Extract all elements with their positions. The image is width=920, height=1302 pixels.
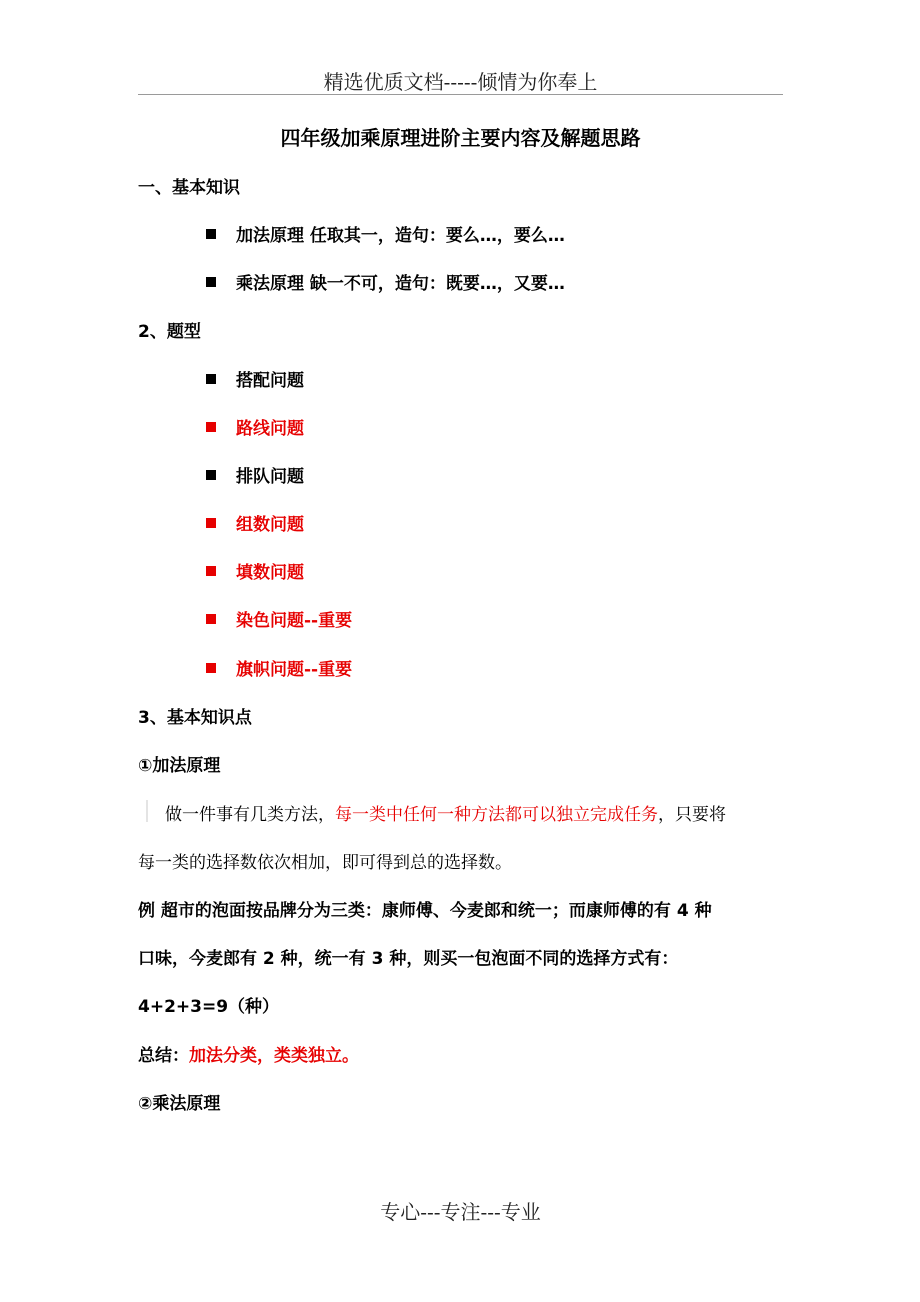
bullet-square-icon bbox=[206, 229, 216, 239]
bullet-coloring-problem: 染色问题--重要 bbox=[206, 606, 352, 631]
page-header: 精选优质文档-----倾情为你奉上 bbox=[323, 70, 598, 94]
addition-definition-highlight: 每一类中任何一种方法都可以独立完成任务 bbox=[335, 805, 658, 825]
page-footer: 专心---专注---专业 bbox=[380, 1200, 541, 1224]
paragraph-marker bbox=[146, 800, 148, 822]
bullet-addition-principle: 加法原理 任取其一，造句：要么…，要么… bbox=[206, 221, 565, 246]
addition-definition-line1: 做一件事有几类方法，每一类中任何一种方法都可以独立完成任务，只要将 bbox=[165, 805, 726, 825]
example-line2: 口味，今麦郎有 2 种，统一有 3 种，则买一包泡面不同的选择方式有： bbox=[138, 949, 679, 969]
bullet-number-filling-problem: 填数问题 bbox=[206, 558, 304, 583]
bullet-flag-problem: 旗帜问题--重要 bbox=[206, 655, 352, 680]
header-divider bbox=[138, 94, 783, 95]
example-formula: 4+2+3=9（种） bbox=[138, 997, 280, 1017]
bullet-square-icon bbox=[206, 566, 216, 576]
bullet-square-icon bbox=[206, 277, 216, 287]
bullet-multiplication-principle: 乘法原理 缺一不可，造句：既要…，又要… bbox=[206, 269, 565, 294]
bullet-square-icon bbox=[206, 518, 216, 528]
bullet-route-problem: 路线问题 bbox=[206, 414, 304, 439]
summary: 总结：加法分类，类类独立。 bbox=[138, 1046, 359, 1066]
bullet-square-icon bbox=[206, 422, 216, 432]
bullet-square-icon bbox=[206, 374, 216, 384]
bullet-queue-problem: 排队问题 bbox=[206, 462, 304, 487]
bullet-matching-problem: 搭配问题 bbox=[206, 366, 304, 391]
example-line1: 例 超市的泡面按品牌分为三类：康师傅、今麦郎和统一；而康师傅的有 4 种 bbox=[138, 901, 712, 921]
summary-highlight: 加法分类，类类独立。 bbox=[189, 1046, 359, 1066]
document-title: 四年级加乘原理进阶主要内容及解题思路 bbox=[280, 126, 641, 150]
bullet-square-icon bbox=[206, 470, 216, 480]
bullet-square-icon bbox=[206, 614, 216, 624]
subheading-addition-principle: ①加法原理 bbox=[138, 756, 221, 776]
bullet-square-icon bbox=[206, 663, 216, 673]
section-heading-problem-types: 2、题型 bbox=[138, 322, 201, 342]
subheading-multiplication-principle: ②乘法原理 bbox=[138, 1094, 221, 1114]
section-heading-knowledge-points: 3、基本知识点 bbox=[138, 708, 252, 728]
section-heading-basic-knowledge: 一、基本知识 bbox=[138, 178, 240, 198]
bullet-number-forming-problem: 组数问题 bbox=[206, 510, 304, 535]
addition-definition-line2: 每一类的选择数依次相加，即可得到总的选择数。 bbox=[138, 853, 512, 873]
